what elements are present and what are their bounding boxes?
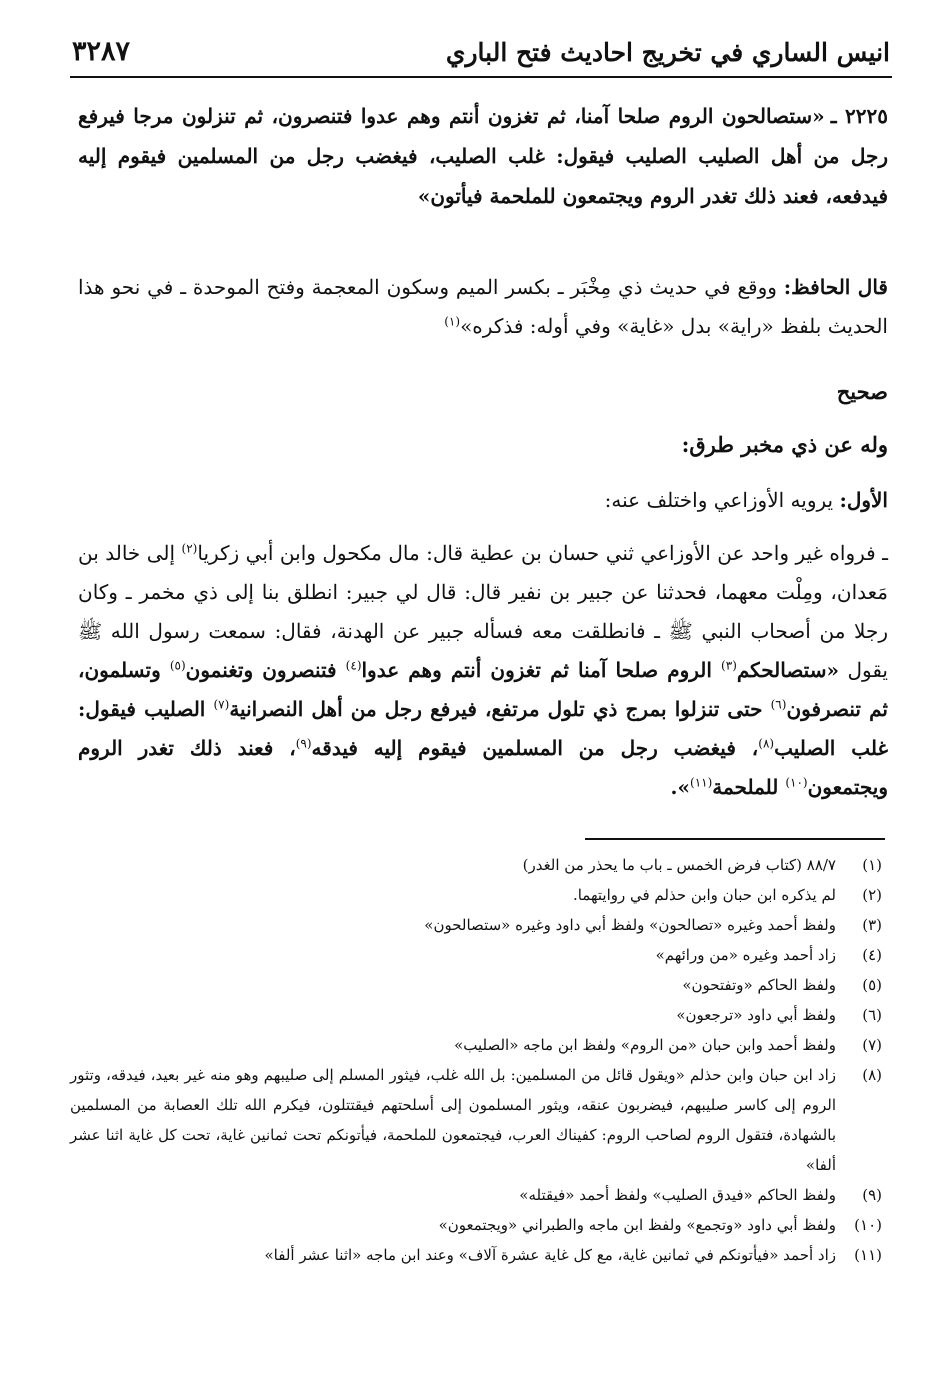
footnote-number: (١) xyxy=(862,856,882,874)
narration-matn: ، فعند ذلك تغدر الروم ويجتمعون xyxy=(78,736,888,799)
footnote-item xyxy=(70,1030,892,1060)
footnote-number: (٥) xyxy=(862,976,882,994)
footnote-ref[interactable]: (١) xyxy=(444,314,461,329)
footnotes xyxy=(70,850,892,1270)
footnote-text: ولفظ الحاكم «فيدق الصليب» ولفظ أحمد «فيقتله» xyxy=(519,1186,836,1204)
turuq-heading: وله عن ذي مخبر طرق: xyxy=(681,432,888,457)
footnote-number: (٦) xyxy=(862,1006,882,1024)
footnote-text: ٨٨/٧ (كتاب فرض الخمس ـ باب ما يحذر من الغدر) xyxy=(522,856,836,874)
footnote-ref[interactable]: (٧) xyxy=(213,697,230,712)
footnote-number: (٧) xyxy=(862,1036,882,1054)
narration-matn: الروم صلحا آمنا ثم تغزون أنتم وهم عدوا xyxy=(361,658,722,682)
footnote-number: (٩) xyxy=(862,1186,882,1204)
footnote-ref[interactable]: (١٠) xyxy=(785,775,808,790)
narration-matn: ، فيغضب رجل من المسلمين فيقوم إليه فيدقه xyxy=(311,736,759,760)
footnote-item xyxy=(70,1240,892,1270)
footnote-ref[interactable]: (٦) xyxy=(770,697,787,712)
footnote-number: (١١) xyxy=(854,1246,882,1264)
footnote-number: (٨) xyxy=(862,1066,882,1084)
narration-matn: الصليب فيقول: غلب الصليب xyxy=(78,697,888,760)
hadith-matn: «ستصالحون الروم صلحا آمنا، ثم تغزون أنتم وهم عدوا فتنصرون، ثم تنزلون مرجا فيرفع رجل من أهل الصليب الصليب فيقول: غلب الصليب، فيغضب رجل من المسلمين فيقوم إليه فيدفعه، فعند ذلك تغدر الروم ويجتمعون للملحمة فيأتون» xyxy=(78,104,888,208)
footnote-item xyxy=(70,880,892,910)
narration-text: إلى خالد بن مَعدان، ومِلْت معهما، فحدثنا عن جبير بن نفير قال: قال لي جبير: انطلق بنا إلى ذي مخمر ـ وكان رجلا من أصحاب النبي ﷺ ـ فانطلقت معه فسأله جبير عن الهدنة، فقال: سمعت رسول الله ﷺ يقول xyxy=(78,541,888,682)
footnote-text: زاد ابن حبان وابن حذلم «ويقول قائل من المسلمين: بل الله غلب، فيثور المسلم إلى صليبهم وهو منه غير بعيد، فيدقه، وتثور الروم إلى كاسر صليبهم، فيضربون عنقه، ويثور المسلمون إلى أسلحتهم فيقتتلون، فيكرم الله تلك العصابة من المسلمين بالشهادة، فتقول الروم لصاحب الروم: كفيناك العرب، فيجتمعون للملحمة، فيأتونكم تحت ثمانين غاية، تحت كل غاية اثنا عشر ألفا» xyxy=(70,1066,836,1174)
footnote-item xyxy=(70,910,892,940)
hadith-text xyxy=(78,96,888,216)
footnote-ref[interactable]: (٩) xyxy=(295,736,312,751)
narration-matn: حتى تنزلوا بمرج ذي تلول مرتفع، فيرفع رجل من أهل النصرانية xyxy=(229,697,771,721)
hafiz-text: ووقع في حديث ذي مِخْبَر ـ بكسر الميم وسكون المعجمة وفتح الموحدة ـ في نحو هذا الحديث بلفظ «راية» بدل «غاية» وفي أوله: فذكره» xyxy=(78,275,888,338)
hafiz-label: قال الحافظ: xyxy=(783,275,888,299)
footnote-item xyxy=(70,1000,892,1030)
footnote-text: ولفظ أحمد وغيره «تصالحون» ولفظ أبي داود وغيره «ستصالحون» xyxy=(424,916,836,934)
footnote-item xyxy=(70,940,892,970)
footnote-ref[interactable]: (٤) xyxy=(345,658,362,673)
footnote-ref[interactable]: (٥) xyxy=(169,658,186,673)
hafiz-comment xyxy=(78,268,888,346)
footnote-item xyxy=(70,1210,892,1240)
footnote-ref[interactable]: (٣) xyxy=(721,658,737,673)
first-label: الأول: xyxy=(839,488,888,512)
narration-matn: وتسلمون، ثم تنصرفون xyxy=(78,658,888,721)
narration-matn: «ستصالحكم xyxy=(736,658,839,682)
footnote-number: (٤) xyxy=(862,946,882,964)
footnote-text: ولفظ أبي داود «وتجمع» ولفظ ابن ماجه والطبراني «ويجتمعون» xyxy=(438,1216,836,1234)
running-header xyxy=(72,34,890,74)
narration-end: ». xyxy=(670,775,690,799)
footnote-number: (١٠) xyxy=(854,1216,882,1234)
footnote-ref[interactable]: (٨) xyxy=(758,736,775,751)
footnote-number: (٢) xyxy=(862,886,882,904)
footnote-text: زاد أحمد وغيره «من ورائهم» xyxy=(655,946,836,964)
footnote-text: ولفظ أبي داود «ترجعون» xyxy=(676,1006,836,1024)
hadith-number: ٢٢٢٥ ـ xyxy=(830,104,888,128)
header-rule xyxy=(70,76,892,78)
footnote-number: (٣) xyxy=(862,916,882,934)
footnote-item xyxy=(70,1180,892,1210)
narration-matn: للملحمة xyxy=(712,775,786,799)
hadith-grade: صحيح xyxy=(836,379,888,404)
footnote-text: ولفظ الحاكم «وتفتحون» xyxy=(682,976,836,994)
footnote-ref[interactable]: (١١) xyxy=(690,775,713,790)
narration-paragraph xyxy=(78,534,888,807)
narration-text: ـ فرواه غير واحد عن الأوزاعي ثني حسان بن عطية قال: مال مكحول وابن أبي زكريا xyxy=(197,541,889,565)
narration-matn: فتنصرون وتغنمون xyxy=(185,658,346,682)
footnote-item xyxy=(70,970,892,1000)
book-title: انيس الساري في تخريج احاديث فتح الباري xyxy=(445,38,890,67)
footnote-text: ولفظ أحمد وابن حبان «من الروم» ولفظ ابن ماجه «الصليب» xyxy=(454,1036,836,1054)
footnote-text: لم يذكره ابن حبان وابن حذلم في روايتهما. xyxy=(572,886,836,904)
footnote-separator xyxy=(585,838,885,840)
first-path xyxy=(78,481,888,520)
footnote-ref[interactable]: (٢) xyxy=(181,541,198,556)
footnote-item xyxy=(70,1060,892,1180)
footnote-text: زاد أحمد «فيأتونكم في ثمانين غاية، مع كل غاية عشرة آلاف» وعند ابن ماجه «اثنا عشر ألفا» xyxy=(264,1246,836,1264)
first-text: يرويه الأوزاعي واختلف عنه: xyxy=(604,488,834,512)
page-number: ٣٢٨٧ xyxy=(72,36,131,67)
footnote-item xyxy=(70,850,892,880)
